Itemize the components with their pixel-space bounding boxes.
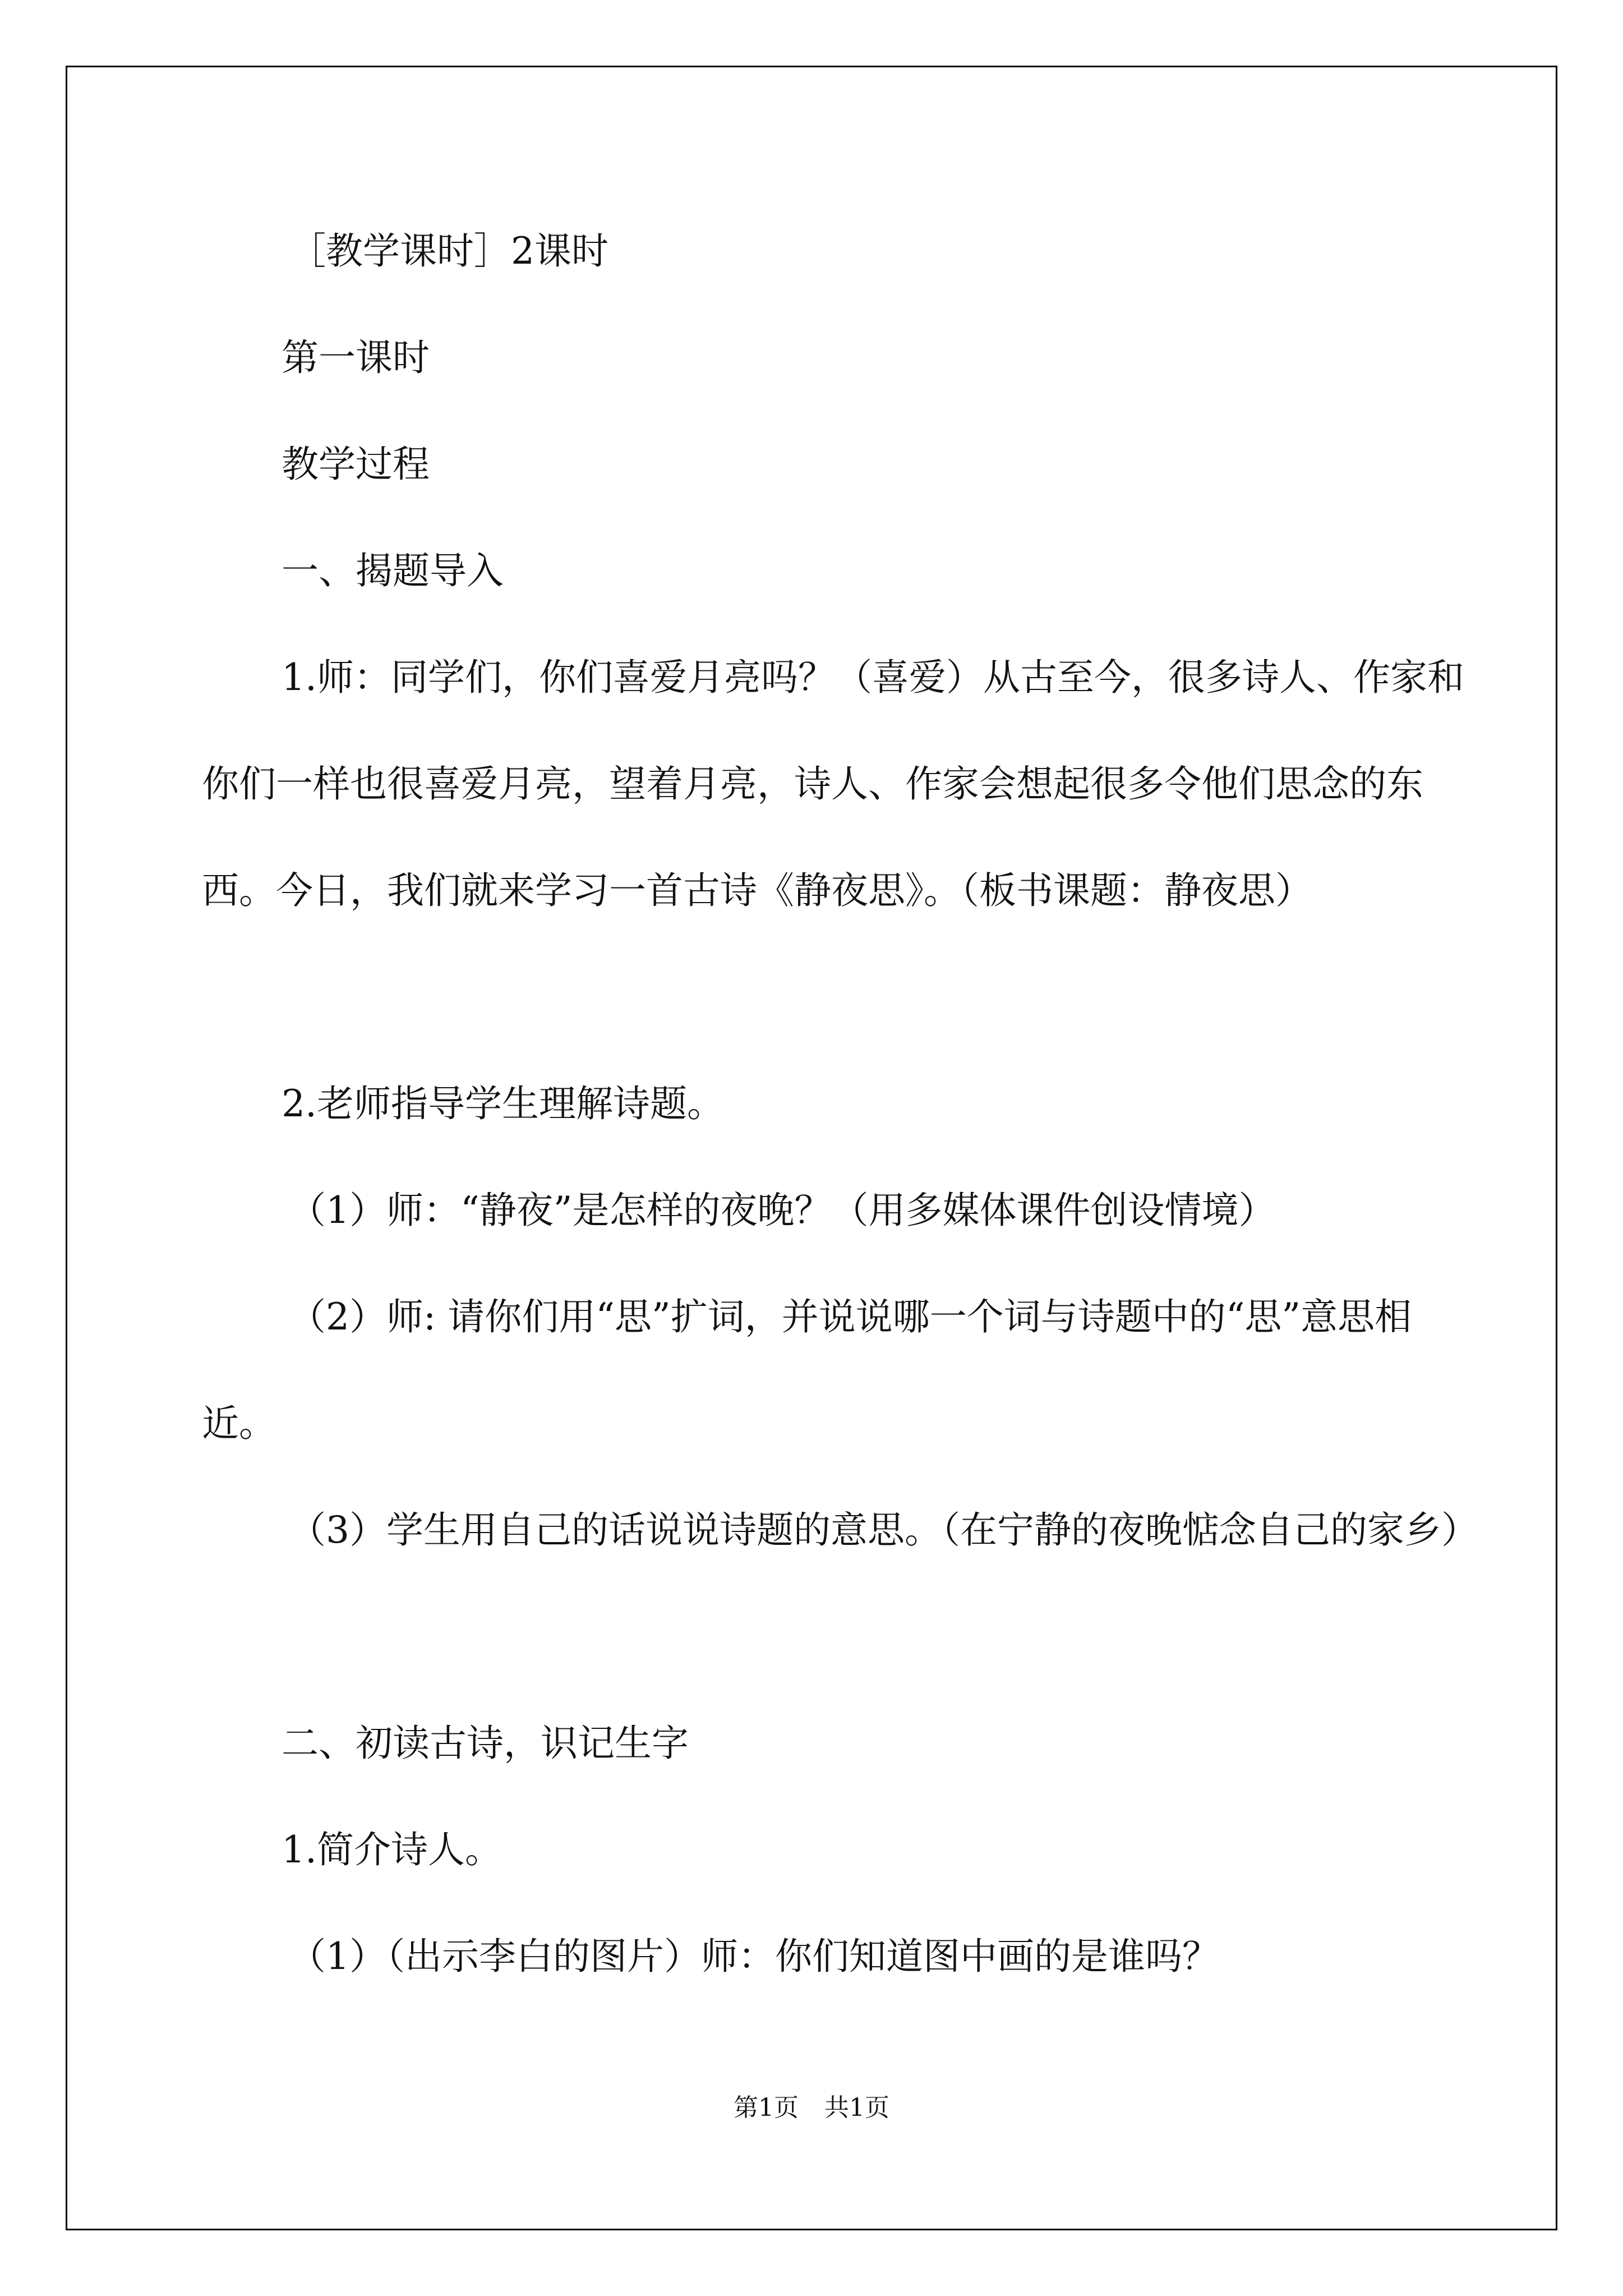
paragraph-poet-intro: 1.简介诗人。 [282,1828,502,1871]
paragraph-guide-title: 2.老师指导学生理解诗题。 [282,1082,724,1125]
paragraph-own-words: （3）学生用自己的话说说诗题的意思。（在宁静的夜晚惦念自己的家乡） [289,1508,1478,1552]
paragraph-teaching-process: 教学过程 [282,443,430,486]
page-number-current: 第1页 [734,2093,799,2122]
paragraph-quiet-night: （1）师：“静夜”是怎样的夜晚？（用多媒体课件创设情境） [289,1189,1276,1232]
paragraph-first-lesson: 第一课时 [282,336,430,379]
paragraph-intro-moon: 1.师：同学们，你们喜爱月亮吗？（喜爱）从古至今，很多诗人、作家和你们一样也很喜爱月亮，望着月亮，诗人、作家会想起很多令他们思念的东西。今日，我们就来学习一首古诗《静夜思》。（板书课题：静夜思） [202,656,1464,912]
paragraph-section-one: 一、揭题导入 [282,549,504,592]
paragraph-section-two: 二、初读古诗，识记生字 [282,1722,689,1765]
paragraph-expand-word: （2）师: 请你们用“思”扩词，并说说哪一个词与诗题中的“思”意思相近。 [202,1295,1412,1445]
paragraph-lesson-hours: ［教学课时］2课时 [289,229,608,273]
paragraph-li-bai-picture: （1）（出示李白的图片）师：你们知道图中画的是谁吗？ [289,1935,1219,1978]
page-footer [0,2091,1623,2125]
page-number-total: 共1页 [824,2093,889,2122]
